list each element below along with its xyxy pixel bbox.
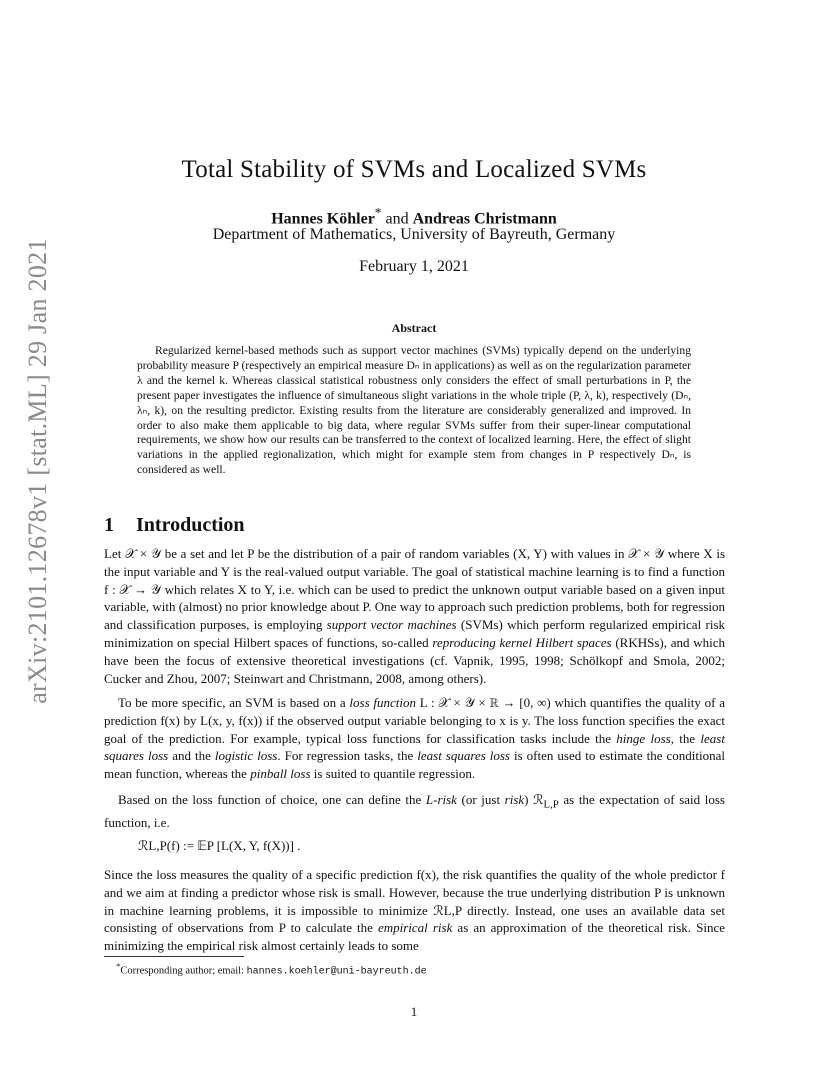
footnote-divider	[104, 956, 244, 957]
risk-equation: ℛL,P(f) := 𝔼P [L(X, Y, f(X))] .	[138, 838, 301, 853]
text-run: and the	[168, 748, 215, 764]
section-heading	[104, 514, 245, 537]
paragraph	[104, 866, 725, 955]
emphasis: L-risk	[425, 792, 457, 807]
abstract-heading: Abstract	[391, 321, 437, 335]
author-line	[0, 205, 828, 228]
author-name: Hannes Köhler	[271, 210, 375, 228]
text-run: (or just	[456, 792, 505, 807]
subscript: L,P	[543, 798, 559, 811]
text-run: (SVMs) which perform regularized empirical risk minimization on special Hilbert spaces of functions, so-called	[104, 617, 725, 650]
text-run: Since the loss measures the quality of a specific prediction f(x), the risk quantifies the quality of the whole predictor f and we aim at finding a predictor whose risk is small. However, because the true underlying distribution P is unknown in machine learning problems, it is impossible to minimize ℛL,P directly. Instead, one uses an available data set consisting of observations from P to calculate the	[104, 867, 725, 936]
corresponding-mark: *	[374, 205, 382, 220]
paragraph	[104, 694, 725, 783]
text-run: To be more specific, an SVM is based on a	[118, 695, 350, 710]
paragraph	[104, 545, 725, 687]
emphasis: least squares loss	[104, 730, 725, 764]
abstract-text: Regularized kernel-based methods such as support vector machines (SVMs) typically depend on the underlying probability measure P (respectively an empirical measure Dₙ in applications) as well as on the regularization parameter λ and the kernel k. Whereas classical statistical robustness only considers the effect of small perturbations in P, the present paper investigates the influence of simultaneous slight variations in the whole triple (P, λ, k), respectively (Dₙ, λₙ, k), on the resulting predictor. Existing results from the literature are considerably generalized and improved. In order to also make them applicable to big data, where regular SVMs suffer from their super-linear computational requirements, we show how our results can be transferred to the context of localized learning. Here, the effect of slight variations in the applied regionalization, which might for example stem from changes in P respectively Dₙ, is considered as well.	[137, 344, 691, 477]
emphasis: least squares loss	[417, 748, 510, 764]
text-run: as an approximation of the theoretical risk. Since minimizing the empirical risk almost certainly leads to some	[104, 920, 725, 954]
text-run: is suited to quantile regression.	[310, 766, 476, 782]
emphasis: logistic loss	[214, 748, 278, 764]
author-name: Andreas Christmann	[412, 210, 557, 228]
text-run: is often used to estimate the conditional mean function, whereas the	[104, 748, 726, 782]
section-title: Introduction	[136, 514, 245, 536]
text-run: (RKHSs), and which have been the focus of extensive theoretical investigations (cf. Vapnik, 1995, 1998; Schölkopf and Smola, 2002; Cucker and Zhou, 2007; Steinwart and Christmann, 2008, among others).	[104, 634, 726, 686]
emphasis: hinge loss	[616, 730, 671, 746]
paper-title: Total Stability of SVMs and Localized SVMs	[181, 156, 647, 183]
emphasis: risk	[504, 792, 525, 807]
text-run: Let 𝒳 × 𝒴 be a set and let P be the distribution of a pair of random variables (X, Y) with values in 𝒳 × 𝒴 where X is the input variable and Y is the real-valued output variable. The goal of statistical machine learning is to find a function f : 𝒳 → 𝒴 which relates X to Y, i.e. which can be used to predict the unknown output variable based on a given input variable, with (almost) no prior knowledge about P. One way to approach such prediction problems, both for regression and classification purposes, is employing	[104, 546, 725, 633]
paragraph	[104, 791, 725, 832]
author-joiner: and	[381, 210, 413, 228]
text-run: L : 𝒳 × 𝒴 × ℝ → [0, ∞) which quantifies the quality of a prediction f(x) by L(x, y, f(x)) if the observed output variable belonging to x is y. The loss function specifies the exact goal of the prediction. For example, typical loss functions for classification tasks include the	[104, 695, 725, 746]
paper-date: February 1, 2021	[359, 258, 469, 275]
footnote	[116, 961, 427, 978]
arxiv-identifier: arXiv:2101.12678v1 [stat.ML] 29 Jan 2021	[23, 238, 52, 704]
footnote-mark: *	[116, 961, 121, 971]
emphasis: support vector machines	[326, 617, 457, 633]
emphasis: loss function	[349, 695, 417, 710]
emphasis: empirical risk	[377, 920, 453, 936]
page-number: 1	[410, 1004, 418, 1019]
email-link[interactable]: hannes.koehler@uni-bayreuth.de	[246, 966, 427, 978]
section-number: 1	[104, 514, 114, 536]
text-run: , the	[670, 730, 701, 746]
affiliation: Department of Mathematics, University of Bayreuth, Germany	[212, 226, 616, 243]
emphasis: pinball loss	[250, 766, 311, 782]
text-run: Based on the loss function of choice, one can define the	[118, 792, 426, 807]
emphasis: reproducing kernel Hilbert spaces	[432, 634, 612, 650]
text-run: ) ℛ	[524, 792, 544, 807]
text-run: . For regression tasks, the	[277, 748, 418, 764]
text-run: as the expectation of said loss function, i.e.	[104, 792, 725, 831]
arxiv-sidebar	[18, 238, 58, 704]
footnote-text: Corresponding author; email:	[120, 965, 247, 977]
